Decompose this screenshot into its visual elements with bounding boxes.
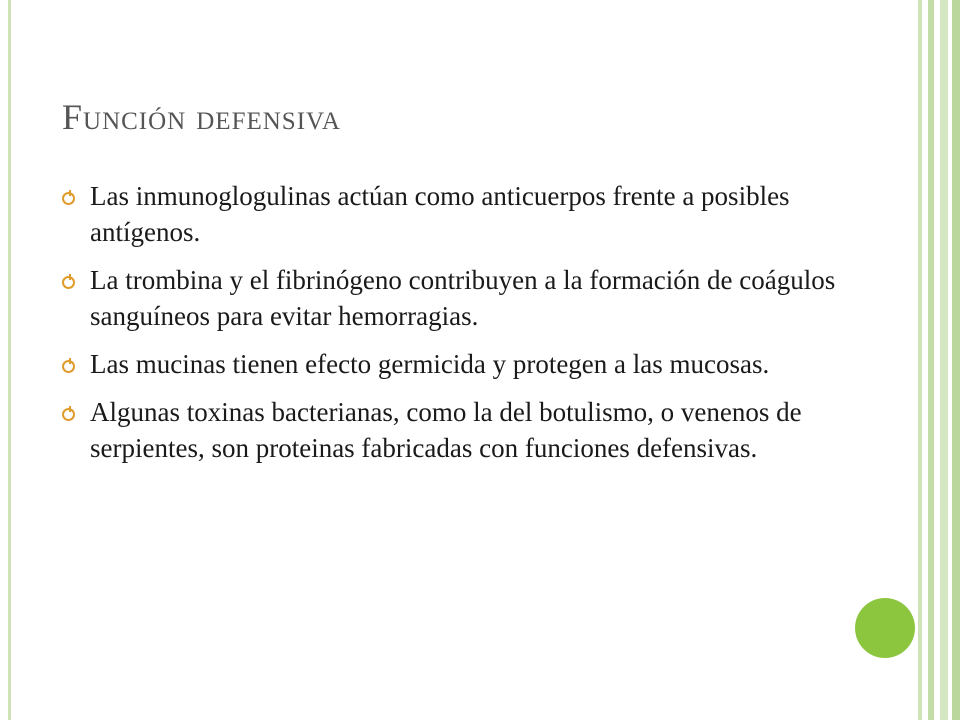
bullet-item — [62, 394, 852, 466]
bullet-text: Las mucinas tienen efecto germicida y protegen a las mucosas. — [90, 349, 770, 379]
decorative-stripe — [940, 0, 948, 720]
ring-bullet-icon — [62, 276, 75, 289]
bullet-text: La trombina y el fibrinógeno contribuyen a la formación de coágulos sanguíneos para evitar hemorragias. — [90, 265, 836, 331]
left-border — [8, 0, 11, 720]
decorative-stripe — [952, 0, 960, 720]
decorative-stripe — [918, 0, 922, 720]
accent-circle — [855, 598, 915, 658]
ring-bullet-icon — [62, 192, 75, 205]
decorative-stripe — [928, 0, 934, 720]
bullet-text: Algunas toxinas bacterianas, como la del botulismo, o venenos de serpientes, son proteinas fabricadas con funciones defensivas. — [90, 397, 802, 463]
bullet-item — [62, 178, 852, 250]
bullet-item — [62, 262, 852, 334]
slide-title: Función defensiva — [62, 97, 341, 137]
bullet-item — [62, 346, 852, 382]
ring-bullet-icon — [62, 360, 75, 373]
bullet-text: Las inmunoglogulinas actúan como anticuerpos frente a posibles antígenos. — [90, 181, 790, 247]
ring-bullet-icon — [62, 408, 75, 421]
bullet-list — [62, 178, 852, 478]
